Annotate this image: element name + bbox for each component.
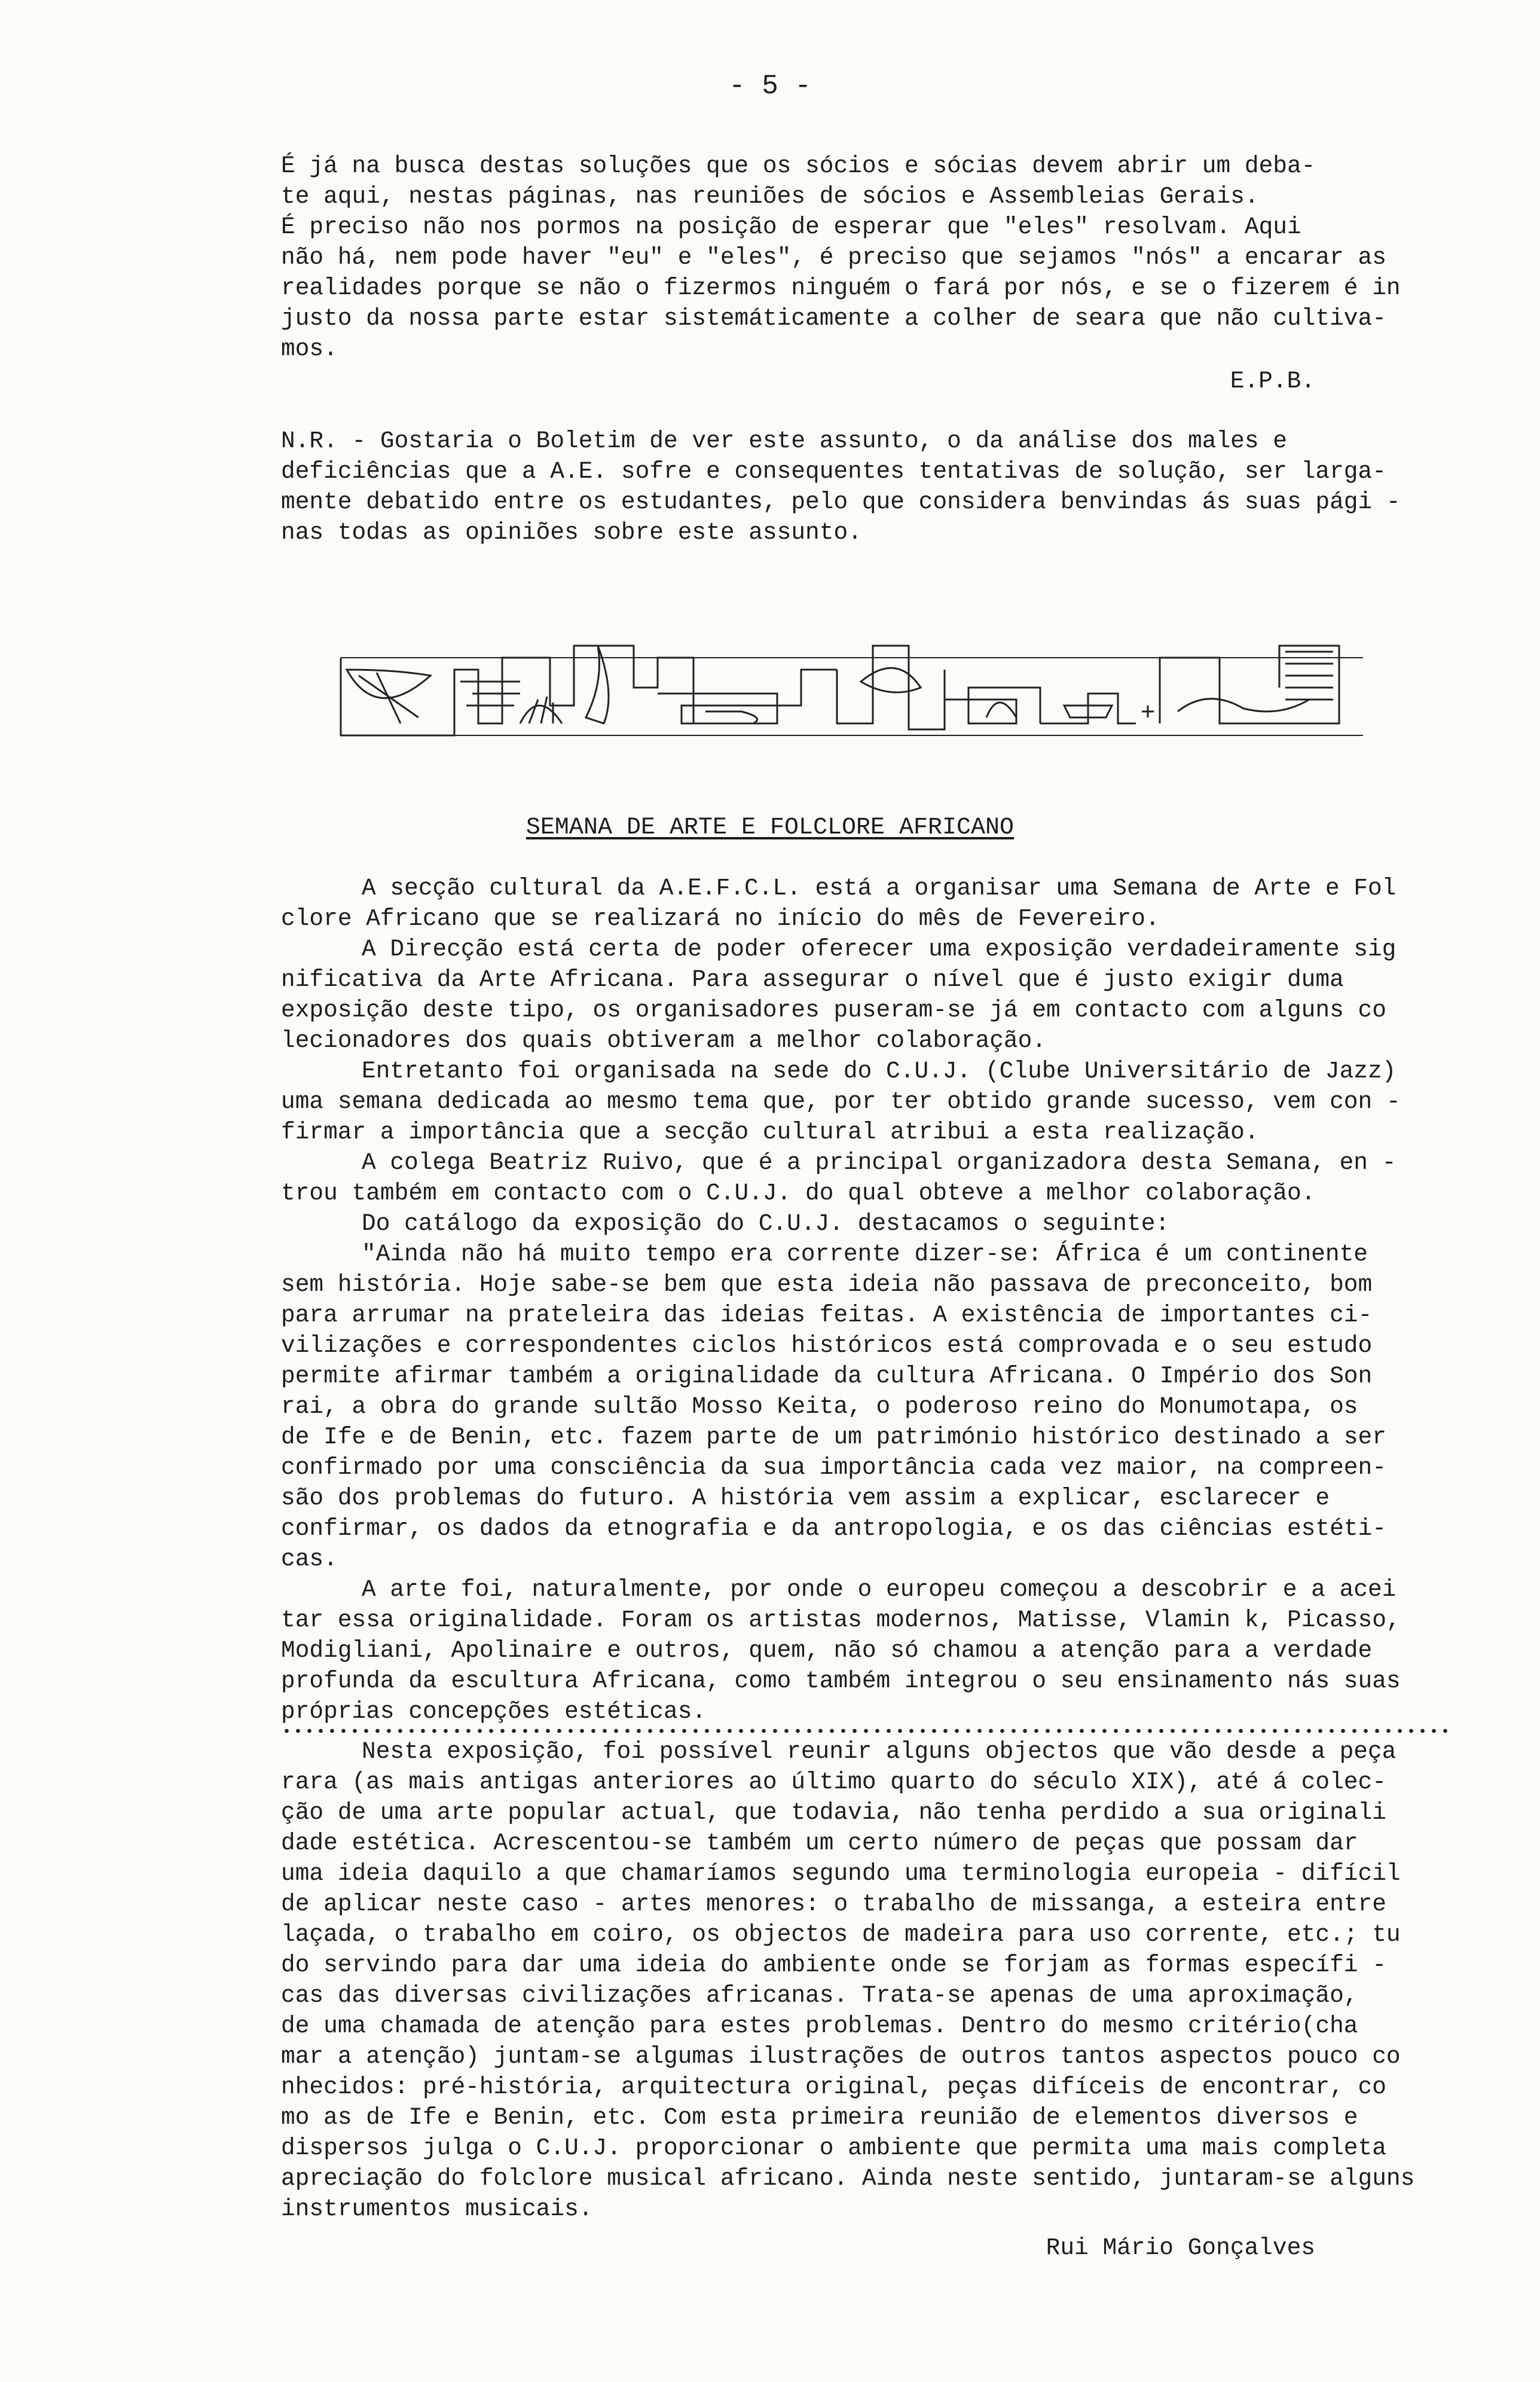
text-line: É já na busca destas soluções que os sócios e sócias devem abrir um deba- [281,152,1316,179]
text-line: lecionadores dos quais obtiveram a melhor colaboração. [281,1027,1047,1054]
text-line: te aqui, nestas páginas, nas reuniões de sócios e Assembleias Gerais. [281,183,1259,210]
text-line: N.R. - Gostaria o Boletim de ver este assunto, o da análise dos males e [281,427,1287,454]
text-line: tar essa originalidade. Foram os artistas modernos, Matisse, Vlamin k, Picasso, [281,1607,1401,1633]
text-line: uma ideia daquilo a que chamaríamos segundo uma terminologia europeia - difícil [281,1860,1401,1887]
text-line: instrumentos musicais. [281,2195,593,2222]
article-title [0,814,1540,841]
text-line: dade estética. Acrescentou-se também um certo número de peças que possam dar [281,1830,1358,1856]
text-line: deficiências que a A.E. sofre e consequentes tentativas de solução, ser larga- [281,458,1386,485]
text-line: para arrumar na prateleira das ideias feitas. A existência de importantes ci- [281,1302,1373,1329]
article-body-part-1 [281,873,1453,1727]
text-line: clore Africano que se realizará no início do mês de Fevereiro. [281,905,1160,932]
text-line: laçada, o trabalho em coiro, os objectos de madeira para uso corrente, etc.; tu [281,1921,1401,1948]
text-line: A Direcção está certa de poder oferecer uma exposição verdadeiramente sig [362,936,1397,963]
text-line: apreciação do folclore musical africano. Ainda neste sentido, juntaram-se alguns [281,2165,1415,2192]
editor-note [281,426,1453,548]
text-line: de Ife e de Benin, etc. fazem parte de um património histórico destinado a ser [281,1424,1386,1450]
signature-author-block [281,2233,1453,2263]
text-line: nificativa da Arte Africana. Para assegurar o nível que é justo exigir duma [281,966,1344,993]
text-line: do servindo para dar uma ideia do ambiente onde se forjam as formas específi - [281,1952,1386,1978]
text-line: Entretanto foi organisada na sede do C.U.J. (Clube Universitário de Jazz) [362,1058,1397,1085]
text-line: permite afirmar também a originalidade da cultura Africana. O Império dos Son [281,1363,1373,1390]
text-line: próprias concepções estéticas. [281,1698,707,1725]
text-line: mente debatido entre os estudantes, pelo que considera benvindas ás suas pági - [281,488,1401,515]
text-line: mo as de Ife e Benin, etc. Com esta primeira reunião de elementos diversos e [281,2104,1358,2131]
text-line: de aplicar neste caso - artes menores: o trabalho de missanga, a esteira entre [281,1891,1386,1917]
text-line: A secção cultural da A.E.F.C.L. está a organisar uma Semana de Arte e Fol [362,875,1397,902]
text-line: rai, a obra do grande sultão Mosso Keita, o poderoso reino do Monumotapa, os [281,1393,1358,1420]
dotted-separator [281,1728,1453,1734]
text-line: trou também em contacto com o C.U.J. do qual obteve a melhor colaboração. [281,1180,1316,1207]
text-line: justo da nossa parte estar sistemáticamente a colher de seara que não cultiva- [281,305,1386,332]
text-line: confirmar, os dados da etnografia e da antropologia, e os das ciências estéti- [281,1515,1386,1542]
text-line: profunda da escultura Africana, como também integrou o seu ensinamento nás suas [281,1668,1401,1694]
text-line: vilizações e correspondentes ciclos históricos está comprovada e o seu estudo [281,1332,1373,1359]
text-line: confirmado por uma consciência da sua importância cada vez maior, na compreen- [281,1454,1386,1481]
text-line: mos. [281,335,338,362]
text-line: cas das diversas civilizações africanas. Trata-se apenas de uma aproximação, [281,1982,1358,2009]
article-body-part-2 [281,1736,1453,2224]
signature-epb-block [281,366,1453,396]
page-number: - 5 - [728,71,812,102]
signature-epb: E.P.B. [1230,368,1315,395]
text-line: dispersos julga o C.U.J. proporcionar o ambiente que permita uma mais completa [281,2134,1386,2161]
text-line: não há, nem pode haver "eu" e "eles", é preciso que sejamos "nós" a encarar as [281,244,1386,271]
text-line: A colega Beatriz Ruivo, que é a principal organizadora desta Semana, en - [362,1149,1397,1176]
text-line: são dos problemas do futuro. A história vem assim a explicar, esclarecer e [281,1485,1330,1511]
text-line: rara (as mais antigas anteriores ao último quarto do século XIX), até á colec- [281,1769,1386,1795]
text-line: ção de uma arte popular actual, que todavia, não tenha perdido a sua originali [281,1799,1386,1826]
text-line: cas. [281,1546,338,1572]
text-line: exposição deste tipo, os organisadores puseram-se já em contacto com alguns co [281,997,1386,1024]
text-line: É preciso não nos pormos na posição de esperar que "eles" resolvam. Aqui [281,213,1301,240]
decorative-line-drawing [323,634,1369,753]
text-line: nhecidos: pré-história, arquitectura original, peças difíceis de encontrar, co [281,2073,1386,2100]
text-line: Modigliani, Apolinaire e outros, quem, não só chamou a atenção para a verdade [281,1637,1373,1664]
text-line: de uma chamada de atenção para estes problemas. Dentro do mesmo critério(cha [281,2013,1358,2039]
article-title-text: SEMANA DE ARTE E FOLCLORE AFRICANO [525,814,1015,841]
text-line: nas todas as opiniões sobre este assunto. [281,519,862,546]
signature-author: Rui Mário Gonçalves [1046,2234,1315,2261]
text-line: realidades porque se não o fizermos ninguém o fará por nós, e se o fizerem é in [281,274,1401,301]
text-line: mar a atenção) juntam-se algumas ilustrações de outros tantos aspectos pouco co [281,2043,1401,2070]
text-line: Do catálogo da exposição do C.U.J. destacamos o seguinte: [362,1210,1170,1237]
text-line: sem história. Hoje sabe-se bem que esta ideia não passava de preconceito, bom [281,1271,1373,1298]
text-line: A arte foi, naturalmente, por onde o europeu começou a descobrir e a acei [362,1576,1397,1603]
text-line: firmar a importância que a secção cultural atribui a esta realização. [281,1119,1259,1146]
opening-paragraph [281,151,1453,364]
text-line: uma semana dedicada ao mesmo tema que, por ter obtido grande sucesso, vem con - [281,1088,1401,1115]
text-line: "Ainda não há muito tempo era corrente dizer-se: África é um continente [362,1241,1368,1268]
text-line: Nesta exposição, foi possível reunir alguns objectos que vão desde a peça [362,1738,1397,1765]
